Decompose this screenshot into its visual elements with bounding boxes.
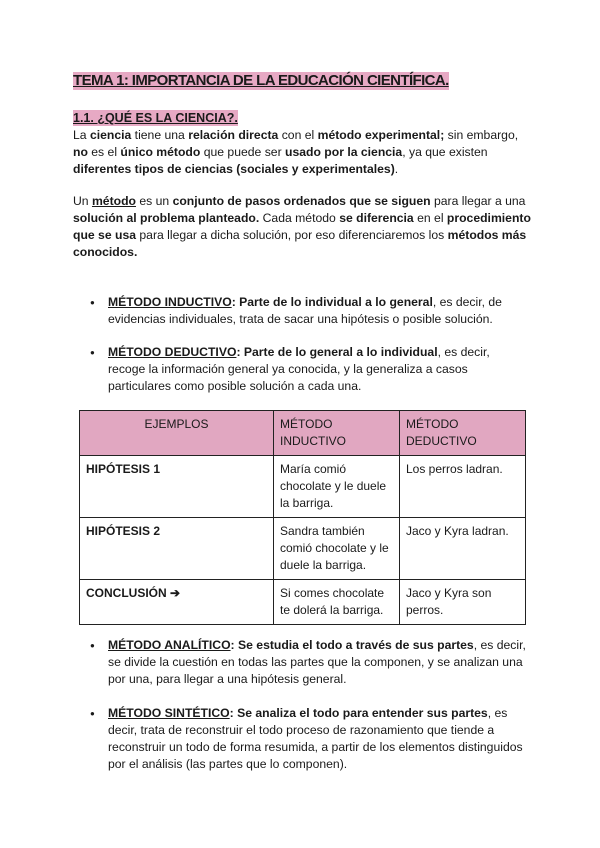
table-cell: CONCLUSIÓN ➔: [80, 580, 274, 625]
table-cell: Los perros ladran.: [400, 456, 526, 518]
table-cell: Jaco y Kyra son perros.: [400, 580, 526, 625]
table-header: MÉTODO INDUCTIVO: [274, 411, 400, 456]
list-item-deductivo: ● MÉTODO DEDUCTIVO: Parte de lo general a lo individual, es decir, recoge la información general ya conocida, y la generaliza a casos particulares como posible solución a cada una.: [108, 344, 528, 395]
examples-table: [79, 410, 526, 625]
table-header-row: [80, 411, 526, 456]
page-title: TEMA 1: IMPORTANCIA DE LA EDUCACIÓN CIENTÍFICA.: [73, 72, 449, 89]
table-row: [80, 456, 526, 518]
paragraph-ciencia: La ciencia tiene una relación directa con el método experimental; sin embargo, no es el único método que puede ser usado por la ciencia, ya que existen diferentes tipos de ciencias (sociales y experimentales).: [73, 128, 519, 176]
section-heading: 1.1. ¿QUÉ ES LA CIENCIA?.: [73, 111, 238, 125]
table-header: MÉTODO DEDUCTIVO: [400, 411, 526, 456]
table-header: EJEMPLOS: [80, 411, 274, 456]
table-cell: HIPÓTESIS 2: [80, 518, 274, 580]
paragraph-metodo: Un método es un conjunto de pasos ordenados que se siguen para llegar a una solución al problema planteado. Cada método se diferencia en el procedimiento que se usa para llegar a dicha solución, por eso diferenciaremos los métodos más conocidos.: [73, 194, 531, 259]
table-cell: Si comes chocolate te dolerá la barriga.: [274, 580, 400, 625]
table-cell: Jaco y Kyra ladran.: [400, 518, 526, 580]
table-cell: Sandra también comió chocolate y le duele la barriga.: [274, 518, 400, 580]
list-item-inductivo: ● MÉTODO INDUCTIVO: Parte de lo individual a lo general, es decir, de evidencias individuales, trata de sacar una hipótesis o posible solución.: [108, 294, 528, 328]
table-cell: HIPÓTESIS 1: [80, 456, 274, 518]
list-item-sintetico: ● MÉTODO SINTÉTICO: Se analiza el todo para entender sus partes, es decir, trata de reconstruir el todo proceso de razonamiento que tiende a reconstruir un todo de forma resumida, a partir de los elementos distinguidos por el análisis (las partes que lo componen).: [108, 705, 528, 773]
table-row: [80, 580, 526, 625]
table-row: [80, 518, 526, 580]
table-cell: María comió chocolate y le duele la barriga.: [274, 456, 400, 518]
list-item-analitico: ● MÉTODO ANALÍTICO: Se estudia el todo a través de sus partes, es decir, se divide la cuestión en todas las partes que la componen, y se analizan una por una, para llegar a una hipótesis general.: [108, 637, 528, 688]
